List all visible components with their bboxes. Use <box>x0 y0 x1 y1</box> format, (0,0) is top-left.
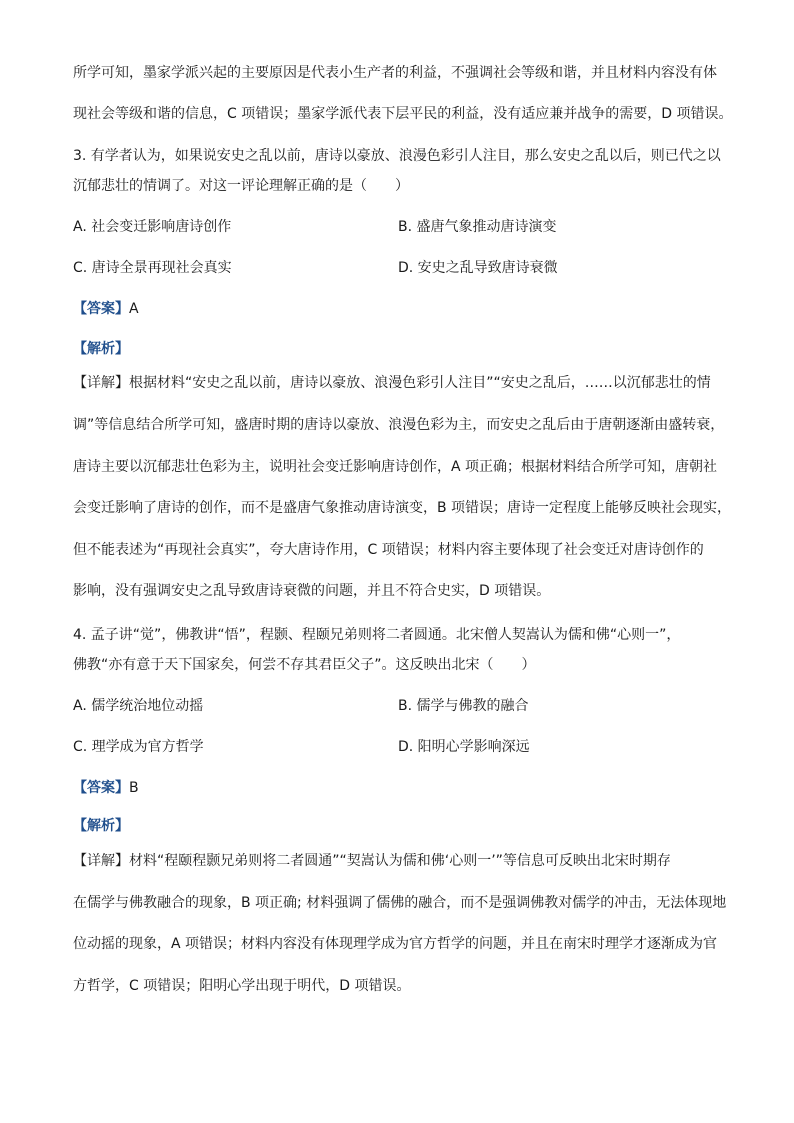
question-4-option-c: C. 理学成为官方哲学 <box>73 739 204 755</box>
question-4-detail-line: 位动摇的现象，A 项错误；材料内容没有体现理学成为官方哲学的问题，并且在南宋时理学才逐渐成为官 <box>73 936 718 952</box>
prev-explanation-line: 现社会等级和谐的信息，C 项错误；墨家学派代表下层平民的利益，没有适应兼并战争的需要，D 项错误。 <box>73 106 733 122</box>
detail-text: 材料“程颐程颢兄弟则将二者圆通”“契嵩认为儒和佛‘心则一’”等信息可反映出北宋时期存 <box>129 853 671 869</box>
question-3-detail-line: 但不能表述为“再现社会真实”，夸大唐诗作用，C 项错误；材料内容主要体现了社会变迁对唐诗创作的 <box>73 542 704 558</box>
detail-text: 根据材料“安史之乱以前，唐诗以豪放、浪漫色彩引人注目”“安史之乱后，……以沉郁悲壮的情 <box>129 375 711 391</box>
question-3-analysis-tag <box>73 338 733 360</box>
question-3-detail-line <box>73 372 733 394</box>
question-3-detail-line: 调”等信息结合所学可知，盛唐时期的唐诗以豪放、浪漫色彩为主，而安史之乱后由于唐朝逐渐由盛转衰， <box>73 417 725 433</box>
detail-tag: 【详解】 <box>73 375 129 391</box>
analysis-tag: 【解析】 <box>73 341 129 357</box>
question-3-option-d: D. 安史之乱导致唐诗衰微 <box>398 260 558 276</box>
question-4-detail-line <box>73 850 733 872</box>
prev-explanation-line: 所学可知，墨家学派兴起的主要原因是代表小生产者的利益，不强调社会等级和谐，并且材料内容没有体 <box>73 65 717 81</box>
question-3-detail-line: 会变迁影响了唐诗的创作，而不是盛唐气象推动唐诗演变，B 项错误；唐诗一定程度上能够反映社会现实， <box>73 500 732 516</box>
question-3-stem: 沉郁悲壮的情调了。对这一评论理解正确的是（ ） <box>73 178 409 194</box>
question-4-option-b: B. 儒学与佛教的融合 <box>398 698 529 714</box>
question-4-detail-line: 方哲学，C 项错误；阳明心学出现于明代，D 项错误。 <box>73 978 411 994</box>
question-3-detail-line: 唐诗主要以沉郁悲壮色彩为主，说明社会变迁影响唐诗创作，A 项正确；根据材料结合所学可知，唐朝社 <box>73 459 718 475</box>
question-4-option-a: A. 儒学统治地位动摇 <box>73 698 204 714</box>
analysis-tag: 【解析】 <box>73 818 129 834</box>
question-3-option-b: B. 盛唐气象推动唐诗演变 <box>398 219 557 235</box>
answer-value: A <box>129 301 139 317</box>
question-3-option-c: C. 唐诗全景再现社会真实 <box>73 260 232 276</box>
answer-value: B <box>129 780 139 796</box>
question-3-stem: 3. 有学者认为，如果说安史之乱以前，唐诗以豪放、浪漫色彩引人注目，那么安史之乱以后，则已代之以 <box>73 148 721 164</box>
question-4-analysis-tag <box>73 815 733 837</box>
question-4-stem: 佛教“亦有意于天下国家矣，何尝不存其君臣父子”。这反映出北宋（ ） <box>73 657 536 673</box>
question-4-stem: 4. 孟子讲“觉”，佛教讲“悟”，程颢、程颐兄弟则将二者圆通。北宋僧人契嵩认为儒和佛“心则一”， <box>73 627 681 643</box>
question-3-answer <box>73 298 733 320</box>
question-4-option-d: D. 阳明心学影响深远 <box>398 739 530 755</box>
answer-tag: 【答案】 <box>73 780 129 796</box>
detail-tag: 【详解】 <box>73 853 129 869</box>
question-3-detail-line: 影响，没有强调安史之乱导致唐诗衰微的问题，并且不符合史实，D 项错误。 <box>73 583 551 599</box>
question-4-detail-line: 在儒学与佛教融合的现象，B 项正确; 材料强调了儒佛的融合，而不是强调佛教对儒学的冲击，无法体现地 <box>73 895 727 911</box>
question-3-option-a: A. 社会变迁影响唐诗创作 <box>73 219 232 235</box>
question-4-answer <box>73 777 733 799</box>
answer-tag: 【答案】 <box>73 301 129 317</box>
